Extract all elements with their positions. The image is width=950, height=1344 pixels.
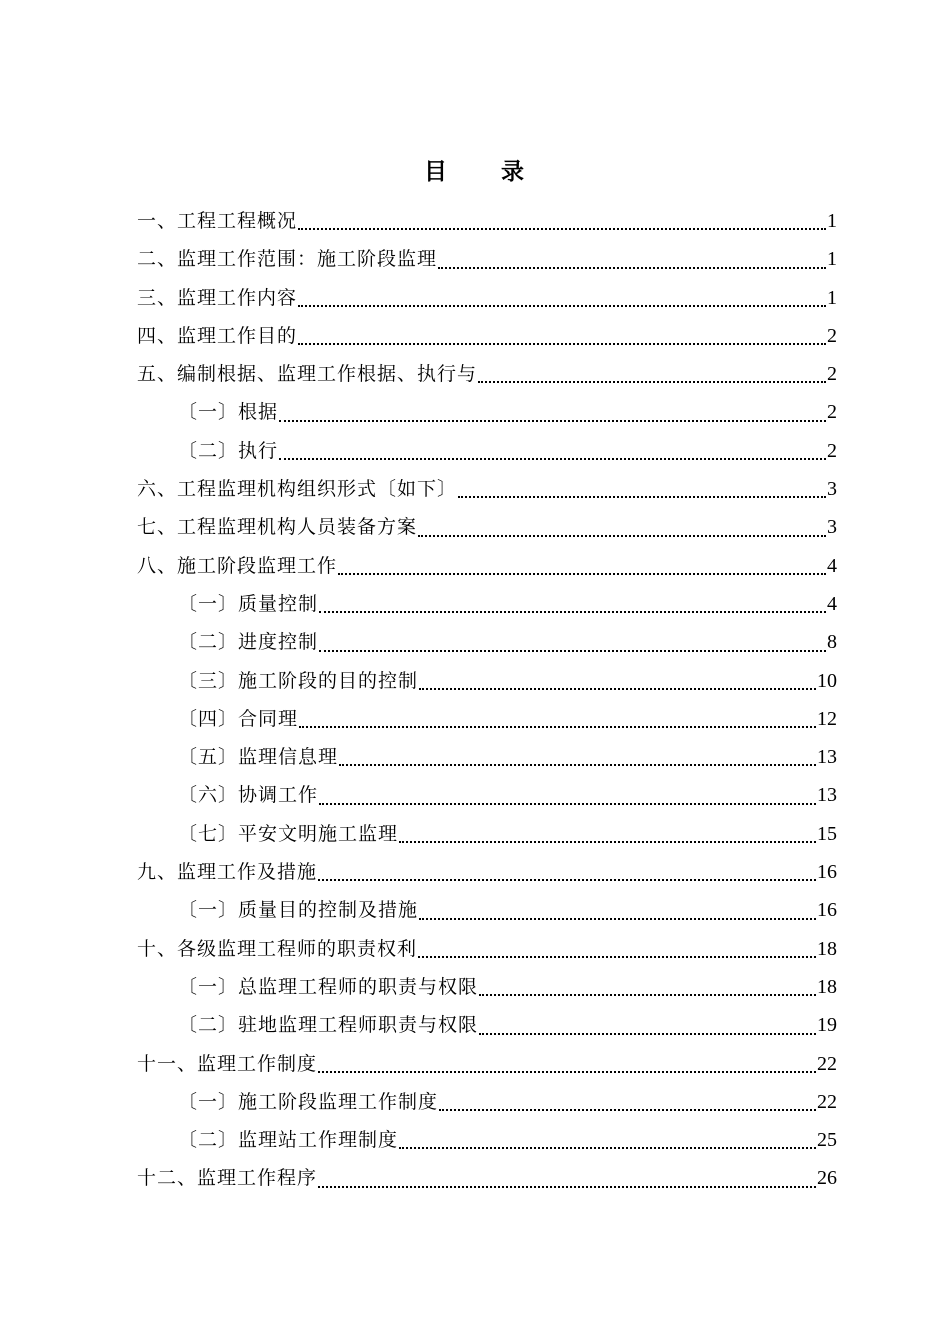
toc-dot-leader: [318, 879, 816, 881]
toc-entry-page-number: 1: [827, 210, 837, 232]
toc-entry[interactable]: [137, 317, 837, 355]
toc-entry[interactable]: [137, 853, 837, 891]
toc-entry-page-number: 3: [827, 478, 837, 501]
toc-entry-label: 五、编制根据、监理工作根据、执行与: [137, 363, 478, 386]
toc-entry[interactable]: [137, 279, 837, 317]
toc-entry[interactable]: [137, 1159, 837, 1197]
toc-entry-page-number: 13: [817, 746, 837, 769]
toc-entry-page-number: 10: [817, 669, 837, 692]
toc-entry-label: 〔一〕质量目的控制及措施: [178, 899, 419, 922]
toc-entry-page-number: 25: [817, 1129, 837, 1152]
toc-entry-page-number: 18: [817, 975, 837, 998]
toc-entry[interactable]: [137, 508, 837, 546]
toc-entry-label: 一、工程工程概况: [137, 210, 298, 232]
toc-entry[interactable]: [137, 776, 837, 814]
toc-entry[interactable]: [137, 1045, 837, 1083]
toc-entry[interactable]: [137, 202, 837, 240]
toc-entry-label: 十一、监理工作制度: [137, 1052, 318, 1075]
toc-entry[interactable]: [137, 815, 837, 853]
toc-entry[interactable]: [137, 585, 837, 623]
toc-dot-leader: [399, 1147, 816, 1149]
toc-entry-label: 四、监理工作目的: [137, 324, 298, 347]
toc-entry-label: 〔四〕合同理: [178, 707, 299, 730]
toc-dot-leader: [319, 650, 826, 652]
toc-entry[interactable]: [137, 930, 837, 968]
toc-entry-page-number: 8: [827, 631, 837, 654]
toc-entry-label: 〔三〕施工阶段的目的控制: [178, 669, 419, 692]
toc-entry-page-number: 15: [817, 822, 837, 845]
toc-entry-label: 二、监理工作范围：施工阶段监理: [137, 248, 438, 271]
toc-list: [137, 202, 837, 1198]
toc-dot-leader: [339, 764, 816, 766]
toc-entry-label: 〔五〕监理信息理: [178, 746, 339, 769]
toc-dot-leader: [439, 1109, 816, 1111]
toc-dot-leader: [319, 803, 816, 805]
toc-entry-page-number: 2: [827, 363, 837, 386]
toc-dot-leader: [479, 994, 816, 996]
toc-entry-label: 七、工程监理机构人员装备方案: [137, 516, 418, 539]
toc-title-first-char: 目: [424, 158, 449, 185]
toc-entry-label: 〔二〕进度控制: [178, 631, 319, 654]
toc-dot-leader: [418, 956, 816, 958]
toc-entry-page-number: 19: [817, 1014, 837, 1037]
toc-entry-label: 〔六〕协调工作: [178, 784, 319, 807]
toc-entry[interactable]: [137, 1121, 837, 1159]
toc-dot-leader: [438, 267, 826, 269]
toc-entry[interactable]: [137, 662, 837, 700]
toc-dot-leader: [418, 535, 826, 537]
toc-entry[interactable]: [137, 470, 837, 508]
toc-entry-label: 十、各级监理工程师的职责权利: [137, 937, 418, 960]
toc-entry-page-number: 12: [817, 707, 837, 730]
toc-entry[interactable]: [137, 1083, 837, 1121]
toc-entry-label: 九、监理工作及措施: [137, 861, 318, 884]
toc-entry-label: 〔一〕施工阶段监理工作制度: [178, 1090, 439, 1113]
toc-entry[interactable]: [137, 700, 837, 738]
toc-entry-page-number: 16: [817, 861, 837, 884]
toc-entry-label: 〔一〕根据: [178, 401, 279, 424]
toc-dot-leader: [298, 305, 826, 307]
toc-dot-leader: [318, 1186, 816, 1188]
toc-entry[interactable]: [137, 355, 837, 393]
toc-dot-leader: [299, 726, 816, 728]
toc-entry-page-number: 13: [817, 784, 837, 807]
toc-entry[interactable]: [137, 891, 837, 929]
toc-entry[interactable]: [137, 738, 837, 776]
toc-dot-leader: [319, 611, 826, 613]
toc-title-second-char: 录: [501, 158, 526, 185]
toc-entry[interactable]: [137, 393, 837, 431]
toc-dot-leader: [479, 1033, 816, 1035]
toc-dot-leader: [478, 381, 826, 383]
toc-entry-page-number: 22: [817, 1052, 837, 1075]
toc-dot-leader: [279, 458, 826, 460]
toc-entry-page-number: 4: [827, 554, 837, 577]
toc-dot-leader: [318, 1071, 816, 1073]
toc-entry-page-number: 2: [827, 401, 837, 424]
toc-entry-page-number: 18: [817, 937, 837, 960]
toc-entry-label: 〔二〕驻地监理工程师职责与权限: [178, 1014, 479, 1037]
toc-entry-page-number: 1: [827, 248, 837, 271]
toc-entry-label: 〔一〕质量控制: [178, 592, 319, 615]
toc-entry-page-number: 4: [827, 592, 837, 615]
toc-dot-leader: [399, 841, 816, 843]
toc-entry[interactable]: [137, 968, 837, 1006]
toc-dot-leader: [298, 343, 826, 345]
toc-entry-label: 〔七〕平安文明施工监理: [178, 822, 399, 845]
toc-dot-leader: [458, 496, 826, 498]
toc-entry-page-number: 26: [817, 1167, 837, 1190]
toc-entry-label: 十二、监理工作程序: [137, 1167, 318, 1190]
toc-title: [0, 152, 950, 192]
toc-entry-page-number: 3: [827, 516, 837, 539]
toc-entry-label: 三、监理工作内容: [137, 286, 298, 309]
toc-dot-leader: [419, 918, 816, 920]
toc-entry-label: 〔二〕执行: [178, 439, 279, 462]
toc-entry[interactable]: [137, 240, 837, 278]
toc-entry-label: 〔一〕总监理工程师的职责与权限: [178, 975, 479, 998]
toc-dot-leader: [298, 228, 826, 230]
toc-entry[interactable]: [137, 1006, 837, 1044]
toc-entry-label: 六、工程监理机构组织形式〔如下〕: [137, 478, 458, 501]
toc-entry-label: 〔二〕监理站工作理制度: [178, 1129, 399, 1152]
toc-dot-leader: [419, 688, 816, 690]
toc-entry-page-number: 22: [817, 1090, 837, 1113]
toc-entry-label: 八、施工阶段监理工作: [137, 554, 338, 577]
toc-entry-page-number: 2: [827, 324, 837, 347]
toc-dot-leader: [279, 420, 826, 422]
toc-entry[interactable]: [137, 623, 837, 661]
toc-entry-page-number: 1: [827, 286, 837, 309]
toc-entry[interactable]: [137, 432, 837, 470]
toc-entry-page-number: 2: [827, 439, 837, 462]
toc-entry-page-number: 16: [817, 899, 837, 922]
toc-entry[interactable]: [137, 547, 837, 585]
toc-dot-leader: [338, 573, 826, 575]
